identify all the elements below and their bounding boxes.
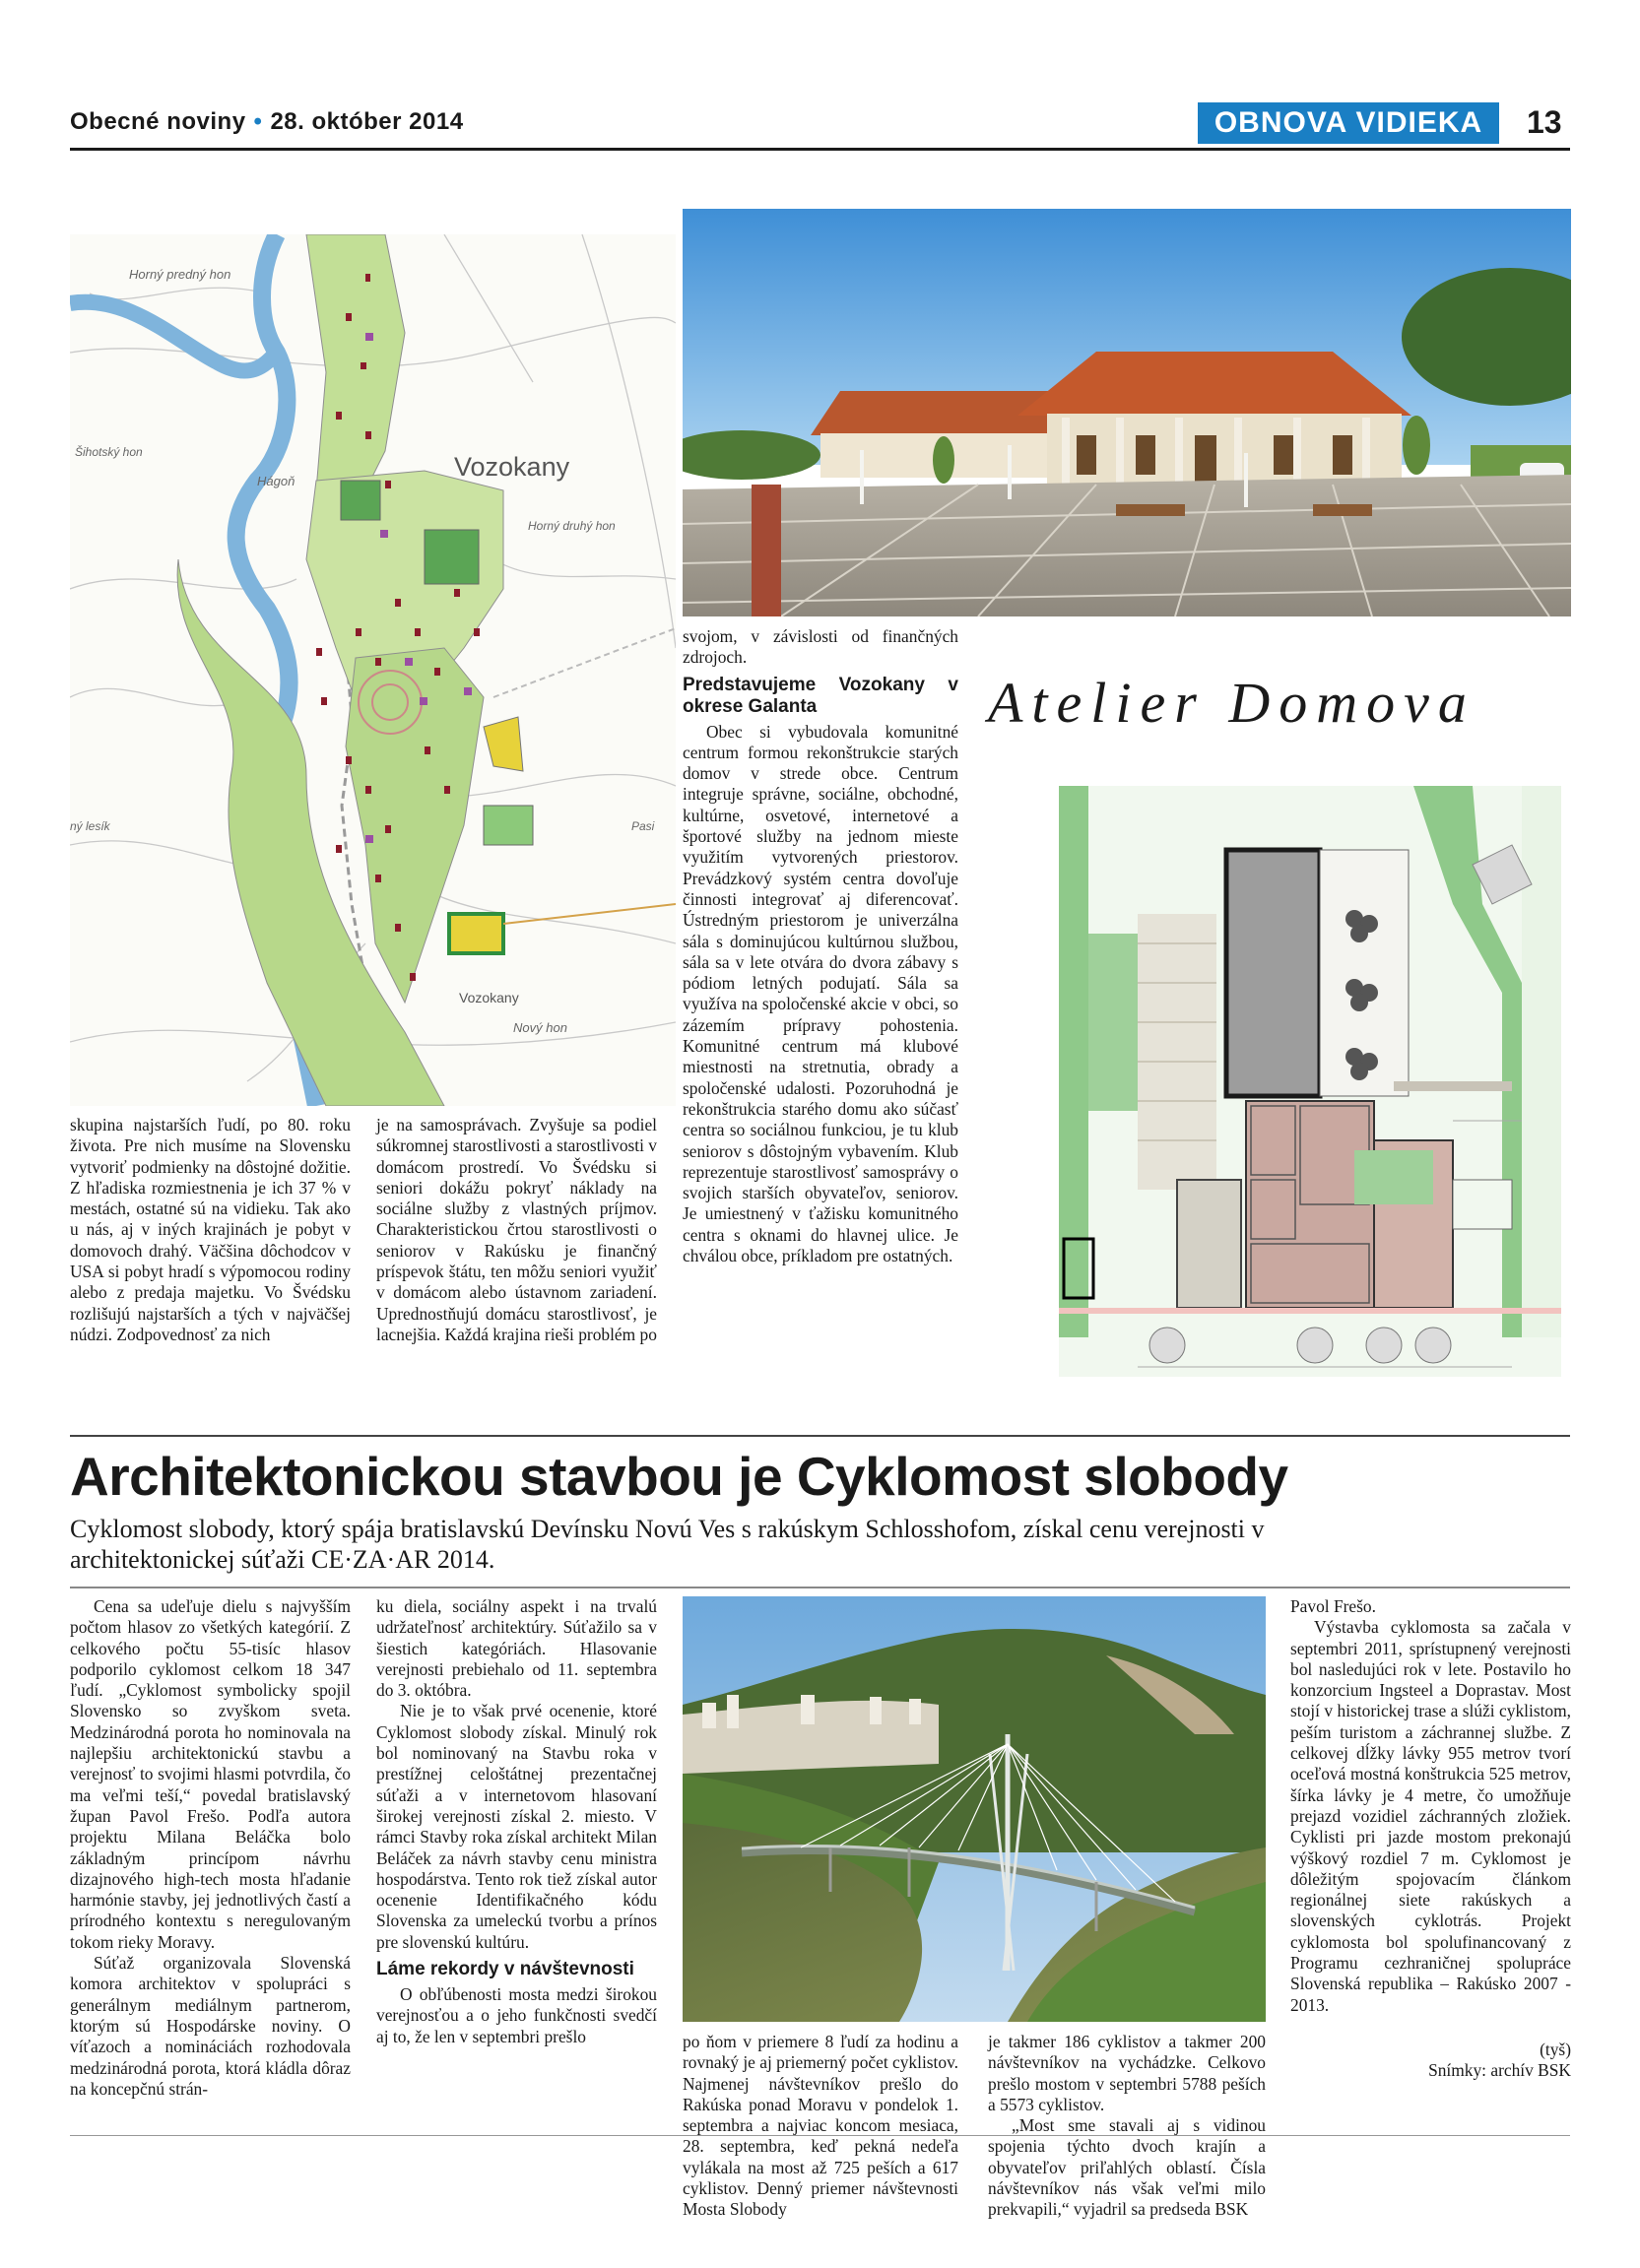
top-col1-text: skupina najstarších ľudí, po 80. roku života. Pre nich musíme na Slovensku vytvoriť podmienky na dôstojné dožitie. Z hľadiska rozmiestnenia je ich 37 % v mestách, ostatné sú na vidieku. Tak ako u nás, aj v iných krajinách je pobyt v domovoch drahý. Väčšina dôchodcov v USA si pobyt hradí s výpomocou rodiny alebo z predaja majetku. Vo Švédsku rozlišujú najstarších a tých v najväčšej núdzi. Zodpovednosť za nich <box>70 1115 351 1344</box>
atelier-logo: Atelier Domova <box>988 671 1476 735</box>
issue-date: 28. október 2014 <box>270 108 464 135</box>
article-col3-p1: po ňom v priemere 8 ľudí za hodinu a rovnaký je aj priemerný počet cyklistov. Najmenej návštevníkov prešlo do Rakúska ponad Moravu v pondelok 1. septembra a najviac koncom mesiaca, 28. septembra, keď pekná nedeľa vylákala na most až 725 peších a 617 cyklistov. Denný priemer návštevnosti Mosta Slobody <box>683 2032 958 2220</box>
paper-name: Obecné noviny <box>70 108 246 135</box>
separator-dot: • <box>253 108 263 135</box>
article-col4-p1: je takmer 186 cyklistov a takmer 200 návštevníkov na vychádzke. Celkovo prešlo mostom v septembri 5788 peších a 5573 cyklistov. <box>988 2032 1266 2114</box>
header-rule <box>70 148 1570 151</box>
map-label-sihotsky: Šihotský hon <box>75 445 143 459</box>
top-column-3 <box>683 626 958 1266</box>
article-col4-p2: „Most sme stavali aj s vidinou spojenia týchto dvoch krajín a obyvateľov priľahlých oblastí. Čísla návštevníkov nás však veľmi milo prekvapili,“ vyjadril sa predseda BSK <box>988 2115 1266 2220</box>
article-col2-p3: O obľúbenosti mosta medzi širokou verejnosťou a o jeho funkčnosti svedčí aj to, že len v septembri prešlo <box>376 1984 657 2046</box>
article-column-4 <box>988 2032 1266 2221</box>
footer-rule <box>70 2135 1570 2136</box>
bridge-photo <box>683 1596 1266 2022</box>
article-col5-p2: Výstavba cyklomosta sa začala v septembri 2011, sprístupnený verejnosti bol nasledujúci rok v lete. Postavilo ho konzorcium Ingsteel a Doprastav. Most stojí v historickej trase a slúži cyklistom, peším turistom a záchrannej službe. Z celkovej dĺžky lávky 955 metrov tvorí oceľová mostná konštrukcia 525 metrov, šírka lávky je 4 metre, čo umožňuje prejazd vozidiel záchranných zložiek. Cyklisti pri jazde mostom prekonajú výškový rozdiel 7 m. Cyklomost je dôležitým spojovacím článkom regionálnej siete rakúskych a slovenských cyklotrás. Projekt cyklomosta bol spolufinancovaný z Programu cezhraničnej spolupráce Slovenská republika – Rakúsko 2007 - 2013. <box>1290 1617 1571 2015</box>
article-col2-p2: Nie je to však prvé ocenenie, ktoré Cyklomost slobody získal. Minulý rok bol nominovaný na Stavbu roka v prestížnej celoštátnej prezentačnej súťaži a v internetovom hlasovaní širokej verejnosti získal 2. miesto. V rámci Stavby roka získal architekt Milan Beláček za návrh stavby cenu ministra hospodárstva. Tento rok tiež získal autor ocenenie Identifikačného kódu Slovenska za umeleckú tvorbu a prínos pre slovenskú kultúru. <box>376 1701 657 1952</box>
top-column-1 <box>70 1115 351 1345</box>
article-col1-p2: Súťaž organizovala Slovenská komora architektov v spolupráci s generálnym mediálnym partnerom, ktorým sú Hospodárske noviny. O víťazoch a nomináciách rozhodovala medzinárodná porota, ktorá kládla dôraz na koncepčnú strán- <box>70 1953 351 2099</box>
village-map <box>70 234 676 1106</box>
article-col5-p1: Pavol Frešo. <box>1290 1596 1376 1616</box>
masthead <box>70 108 464 136</box>
map-label-hagon: Hágoň <box>257 474 295 488</box>
top-col3-intro: svojom, v závislosti od finančných zdrojoch. <box>683 626 958 668</box>
author-signature: (tyš) <box>1540 2039 1571 2059</box>
article-col1-p1: Cena sa udeľuje dielu s najvyšším počtom hlasov zo všetkých kategórií. Z celkového počtu 55-tisíc hlasov podporilo cyklomost celkom 18 347 ľudí. „Cyklomost symbolicky spojil Slovensko so zvyškom sveta. Medzinárodná porota ho nominovala na najlepšiu architektonickú stavbu a verejnosť to svojimi hlasmi potvrdila, čo ma veľmi teší,“ povedal bratislavský župan Pavol Frešo. Podľa autora projektu Milana Beláčka bolo základným princípom návrhu dizajnového high-tech mosta hľadanie harmónie stavby, jej jednotlivých častí a prírodného kontextu s neregulovaným tokom rieky Moravy. <box>70 1596 351 1952</box>
article-column-1 <box>70 1596 351 2100</box>
article-column-2 <box>376 1596 657 2047</box>
community-centre-photo <box>683 209 1571 616</box>
map-label-lesik: ný lesík <box>70 819 110 833</box>
article-column-3 <box>683 2032 958 2221</box>
top-col2-text: je na samosprávach. Zvyšuje sa podiel súkromnej starostlivosti a starostlivosti v domácom prostredí. Vo Švédsku si seniori dokážu pokryť náklady na sociálne služby z vlastných príjmov. Charakteristickou črtou starostlivosti o seniorov v Rakúsku je finančný príspevok štátu, ten môžu seniori využiť v domácom alebo ústavnom zariadení. Uprednostňujú domácu starostlivosť, je lacnejšia. Každá krajina rieši problém po <box>376 1115 658 1344</box>
article-col2-p1: ku diela, sociálny aspekt i na trvalú udržateľnosť architektúry. Súťažilo sa v šiestich kategóriách. Hlasovanie verejnosti prebiehalo od 11. septembra do 3. októbra. <box>376 1596 657 1701</box>
top-col3-body: Obec si vybudovala komunitné centrum formou rekonštrukcie starých domov v strede obce. Centrum integruje správne, sociálne, obchodné, kultúrne, osvetové, internetové a športové služby na jednom mieste využitím vytvorených priestorov. Prevádzkový systém centra dovoľuje činnosti integrovať aj diferencovať. Ústredným priestorom je univerzálna sála s dominujúcou kultúrnou službou, sála sa v lete otvára do dvora zábavy s pódiom letných podujatí. Sála sa využíva na spoločenské akcie v obci, so zázemím prípravy pohostenia. Komunitné centrum má klubové miestnosti na stretnutia, obrady a spoločenské udalosti. Pozoruhodná je rekonštrukcia starého domu ako súčasť centra so sociálnou funkciou, je tu klub seniorov s dôstojným vybavením. Klub reprezentuje starostlivosť samosprávy o svojich starších obyvateľov, seniorov. Je umiestnený v ťažisku komunitného centra s oknami do hlavnej ulice. Je chválou obce, príkladom pre ostatných. <box>683 721 958 1266</box>
map-label-pasi: Pasi <box>631 819 655 833</box>
article-col2-subhead: Láme rekordy v návštevnosti <box>376 1959 634 1980</box>
article-headline: Architektonickou stavbou je Cyklomost slobody <box>70 1446 1288 1507</box>
map-label-vozokany-small: Vozokany <box>459 990 519 1005</box>
map-label-horny-druhy: Horný druhý hon <box>528 519 616 533</box>
map-label-horny-predny: Horný predný hon <box>129 267 231 282</box>
map-label-vozokany: Vozokany <box>454 452 570 482</box>
article-divider <box>70 1435 1570 1437</box>
page-number: 13 <box>1527 104 1562 140</box>
top-col3-subhead: Predstavujeme Vozokany v okrese Galanta <box>683 674 958 717</box>
map-label-novy-hon: Nový hon <box>513 1020 567 1035</box>
article-column-5 <box>1290 1596 1571 2081</box>
photo-credit: Snímky: archív BSK <box>1428 2059 1571 2080</box>
floor-plan <box>1059 786 1561 1377</box>
top-column-2 <box>376 1115 657 1345</box>
section-title: OBNOVA VIDIEKA <box>1198 102 1499 144</box>
lead-divider <box>70 1587 1570 1588</box>
article-lead: Cyklomost slobody, ktorý spája bratislavskú Devínsku Novú Ves s rakúskym Schlosshofom, získal cenu verejnosti v architektonickej súťaži CE·ZA·AR 2014. <box>70 1515 1265 1574</box>
